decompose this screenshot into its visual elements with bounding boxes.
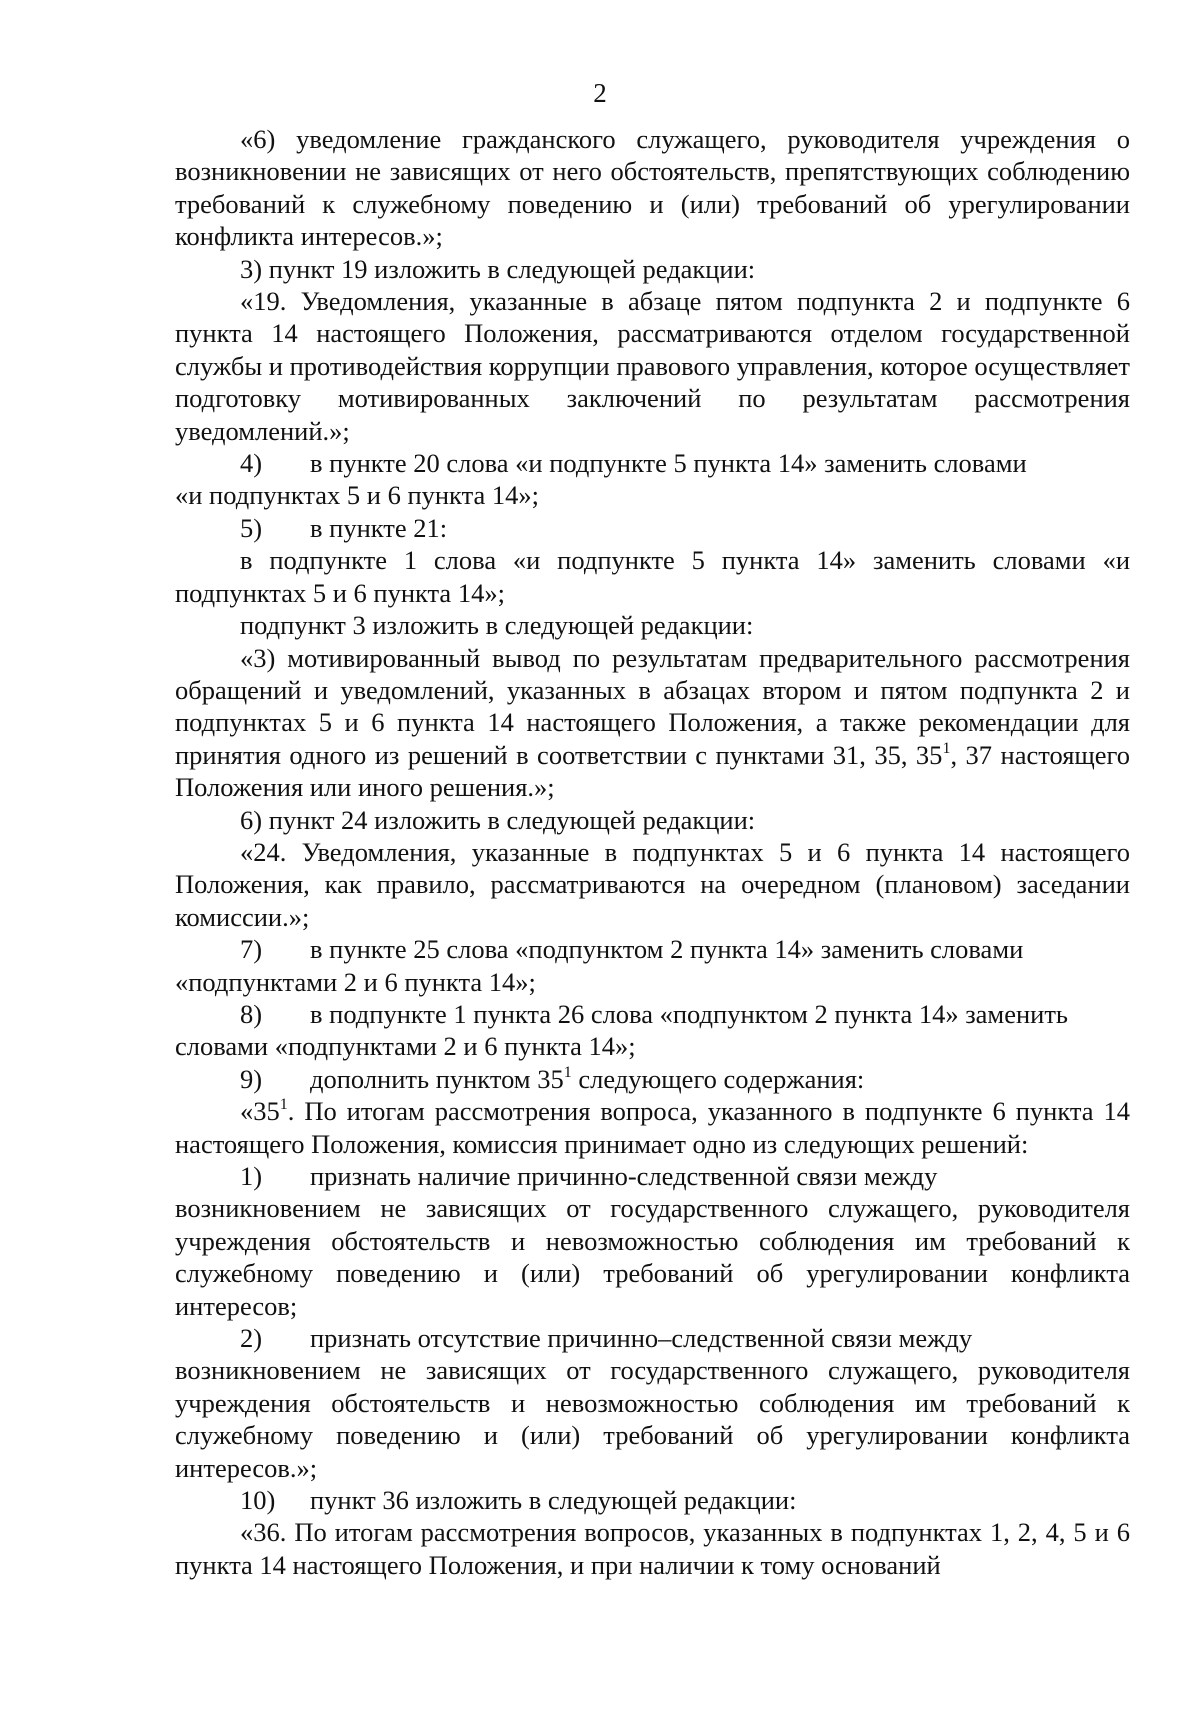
sub-item-1-continuation: возникновением не зависящих от государственного служащего, руководителя учреждения обстоятельств и невозможностью соблюдения им требований к служебному поведению и (или) требований об урегулировании конфликта интересов; bbox=[175, 1193, 1130, 1321]
paragraph-subpoint-1: в подпункте 1 слова «и подпункте 5 пункта 14» заменить словами «и подпунктах 5 и 6 пункта 14»; bbox=[175, 545, 1130, 608]
document-body bbox=[175, 123, 1130, 1581]
paragraph-point-24-text: «24. Уведомления, указанные в подпунктах 5 и 6 пункта 14 настоящего Положения, как правило, рассматриваются на очередном (плановом) заседании комиссии.»; bbox=[175, 836, 1130, 932]
sub-item-1 bbox=[240, 1160, 1130, 1192]
paragraph-notice-6: «6) уведомление гражданского служащего, руководителя учреждения о возникновении не зависящих от него обстоятельств, препятствующих соблюдению требований к служебному поведению и (или) требований об урегулировании конфликта интересов.»; bbox=[175, 124, 1130, 252]
list-number: 5) bbox=[240, 512, 263, 543]
list-item-7-continuation: «подпунктами 2 и 6 пункта 14»; bbox=[175, 966, 536, 997]
list-text: в подпункте 1 пункта 26 слова «подпунктом 2 пункта 14» заменить bbox=[310, 998, 1068, 1029]
list-number: 9) bbox=[240, 1063, 263, 1094]
list-text: пункт 36 изложить в следующей редакции: bbox=[310, 1485, 797, 1516]
paragraph-point-35-1: «$35^1$. По итогам рассмотрения вопроса, указанного в подпункте 6 пункта 14 настоящего Положения, комиссия принимает одно из следующих решений: bbox=[175, 1096, 1130, 1159]
superscript: 1 bbox=[942, 739, 951, 757]
list-number: 10) bbox=[240, 1485, 276, 1516]
list-text: в пункте 25 слова «подпунктом 2 пункта 14» заменить словами bbox=[310, 934, 1024, 965]
paragraph-point-36-text: «36. По итогам рассмотрения вопросов, указанных в подпунктах 1, 2, 4, 5 и 6 пункта 14 настоящего Положения, и при наличии к тому оснований bbox=[175, 1517, 1130, 1580]
sub-item-2 bbox=[240, 1322, 1130, 1354]
page-number: 2 bbox=[593, 78, 607, 108]
superscript: 1 bbox=[279, 1096, 288, 1114]
list-item-7 bbox=[240, 933, 1130, 965]
list-number: 8) bbox=[240, 998, 263, 1029]
list-item-4-continuation: «и подпунктах 5 и 6 пункта 14»; bbox=[175, 480, 539, 511]
superscript: 1 bbox=[563, 1063, 572, 1081]
list-text: признать отсутствие причинно–следственной связи между bbox=[310, 1323, 973, 1354]
paragraph-point-24-intro: 6) пункт 24 изложить в следующей редакции: bbox=[240, 804, 756, 835]
list-item-8 bbox=[240, 998, 1130, 1030]
list-item-10 bbox=[240, 1484, 1130, 1516]
paragraph-point-19-intro: 3) пункт 19 изложить в следующей редакции: bbox=[240, 253, 756, 284]
paragraph-subpoint-3-intro: подпункт 3 изложить в следующей редакции: bbox=[240, 610, 754, 641]
paragraph-point-19-text: «19. Уведомления, указанные в абзаце пятом подпункта 2 и подпункте 6 пункта 14 настоящего Положения, рассматриваются отделом государственной службы и противодействия коррупции правового управления, которое осуществляет подготовку мотивированных заключений по результатам рассмотрения уведомлений.»; bbox=[175, 286, 1130, 446]
list-item-8-continuation: словами «подпунктами 2 и 6 пункта 14»; bbox=[175, 1031, 636, 1062]
list-number: 4) bbox=[240, 448, 263, 479]
list-item-4 bbox=[240, 447, 1130, 479]
list-item-5 bbox=[240, 512, 1130, 544]
list-number: 7) bbox=[240, 934, 263, 965]
paragraph-subpoint-3-text: «3) мотивированный вывод по результатам предварительного рассмотрения обращений и уведомлений, указанных в абзацах втором и пятом подпункта 2 и подпунктах 5 и 6 пункта 14 настоящего Положения, а также рекомендации для принятия одного из решений в соответствии с пунктами 31, 35, $35^1$, 37 настоящего Положения или иного решения.»; bbox=[175, 642, 1131, 803]
list-number: 2) bbox=[240, 1323, 263, 1354]
list-text: дополнить пунктом $35^1$ следующего содержания: bbox=[310, 1063, 865, 1094]
list-text: в пункте 21: bbox=[310, 512, 448, 543]
sub-item-2-continuation: возникновением не зависящих от государственного служащего, руководителя учреждения обстоятельств и невозможностью соблюдения им требований к служебному поведению и (или) требований об урегулировании конфликта интересов.»; bbox=[175, 1355, 1130, 1483]
list-text: признать наличие причинно-следственной связи между bbox=[310, 1161, 938, 1191]
list-number: 1) bbox=[240, 1161, 263, 1191]
list-text: в пункте 20 слова «и подпункте 5 пункта 14» заменить словами bbox=[310, 448, 1027, 479]
list-item-9 bbox=[240, 1063, 1130, 1095]
